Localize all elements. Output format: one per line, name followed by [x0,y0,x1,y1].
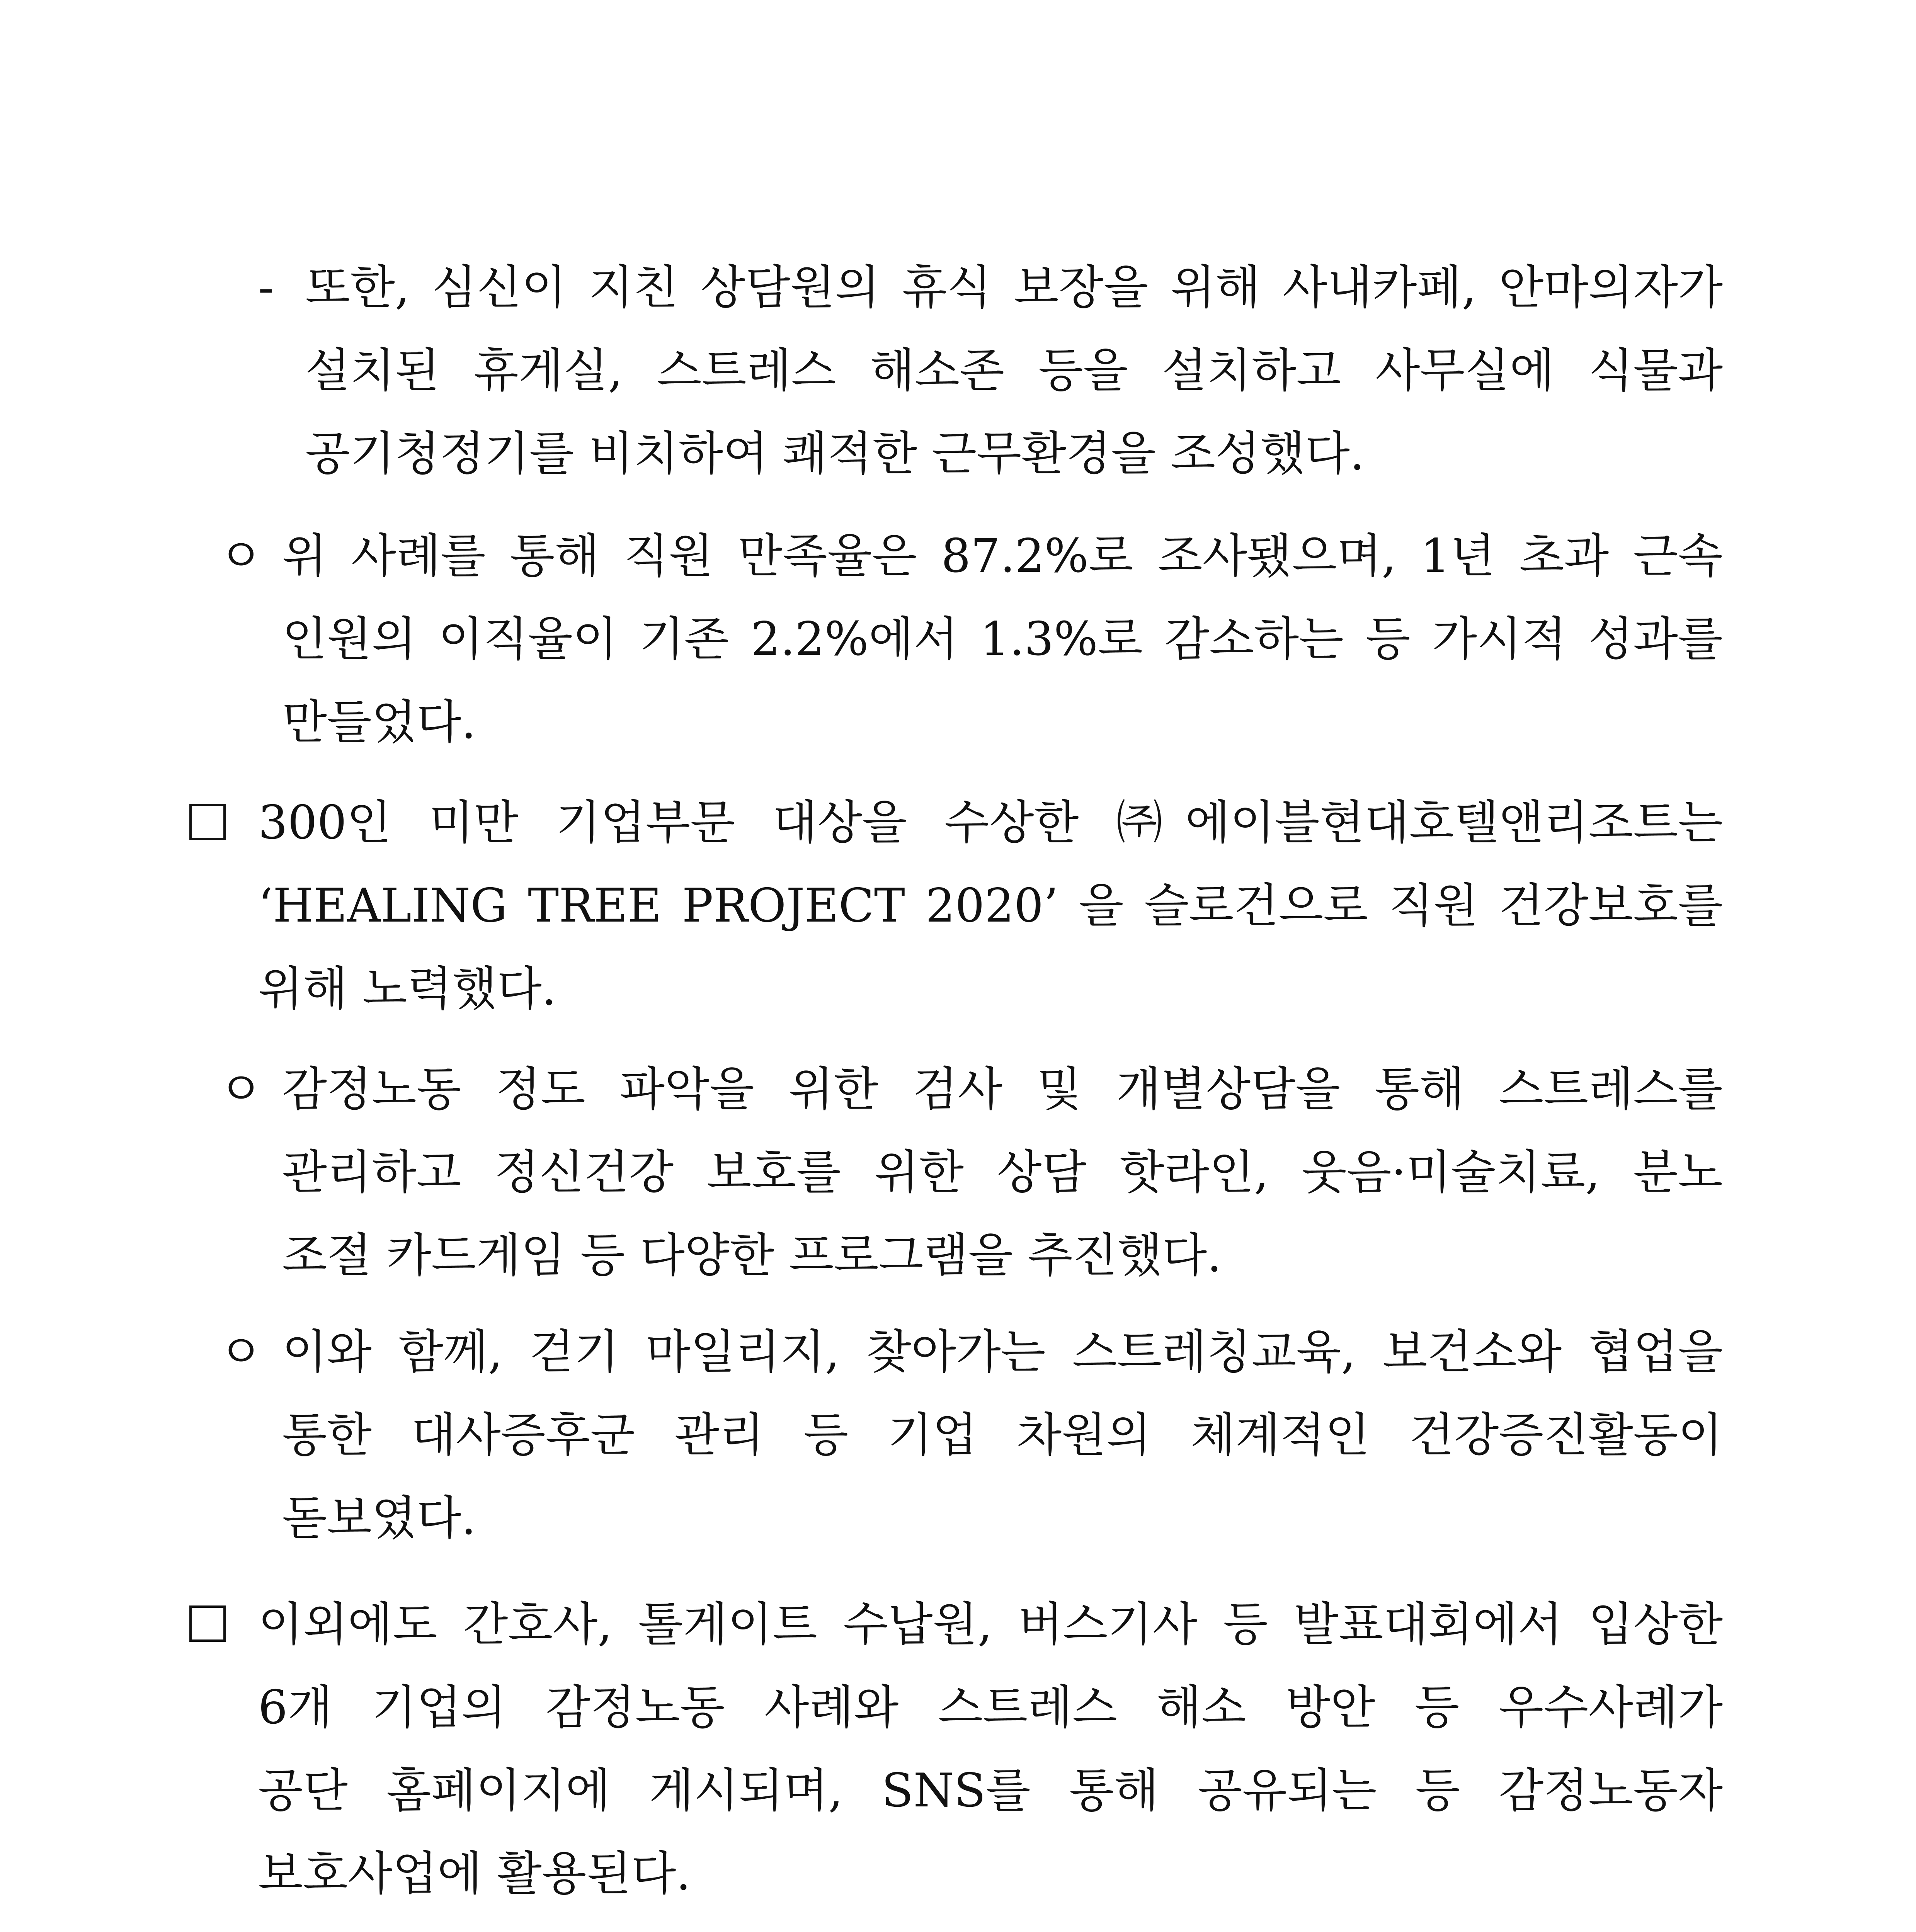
text-line: 또한, 심신이 지친 상담원의 휴식 보장을 위해 사내카페, 안마의자가 [305,261,1723,315]
text-line: 돋보였다. [282,1492,476,1545]
circle-bullet: ㅇ [218,529,263,583]
text-line: 만들었다. [282,696,476,749]
text-line: 6개 기업의 감정노동 사례와 스트레스 해소 방안 등 우수사례가 [258,1681,1723,1735]
circle-bullet: ㅇ [218,1063,263,1116]
text-line: 공단 홈페이지에 게시되며, SNS를 통해 공유되는 등 감정노동자 [258,1764,1723,1818]
text-line: 위해 노력했다. [258,962,556,1016]
text-line: 통한 대사증후군 관리 등 기업 차원의 체계적인 건강증진활동이 [282,1408,1723,1462]
text-line: 설치된 휴게실, 스트레스 해소존 등을 설치하고 사무실에 식물과 [305,344,1723,398]
text-line: 관리하고 정신건강 보호를 위한 상담 핫라인, 웃음·미술치료, 분노 [282,1146,1723,1199]
square-bullet [189,804,226,840]
text-line: 조절 카드게임 등 다양한 프로그램을 추진했다. [282,1229,1222,1282]
text-line: 이와 함께, 걷기 마일리지, 찾아가는 스트레칭교육, 보건소와 협업을 [282,1325,1723,1379]
square-bullet [189,1605,226,1642]
text-line: ‘HEALING TREE PROJECT 2020’ 을 슬로건으로 직원 건강보호를 [258,879,1723,933]
circle-bullet: ㅇ [218,1325,263,1379]
text-line: 위 사례를 통해 직원 만족율은 87.2%로 조사됐으며, 1년 초과 근속 [282,529,1723,583]
text-line: 감정노동 정도 파악을 위한 검사 및 개별상담을 통해 스트레스를 [282,1063,1723,1116]
text-line: 300인 미만 기업부문 대상을 수상한 ㈜에이블현대호텔앤리조트는 [258,796,1723,850]
text-line: 인원의 이직율이 기존 2.2%에서 1.3%로 감소하는 등 가시적 성과를 [282,612,1723,666]
text-line: 공기청정기를 비치하여 쾌적한 근무환경을 조성했다. [305,427,1365,481]
text-line: 보호사업에 활용된다. [258,1847,691,1901]
text-line: 이외에도 간호사, 톨게이트 수납원, 버스기사 등 발표대회에서 입상한 [258,1598,1723,1651]
dash-marker: - [258,261,274,315]
